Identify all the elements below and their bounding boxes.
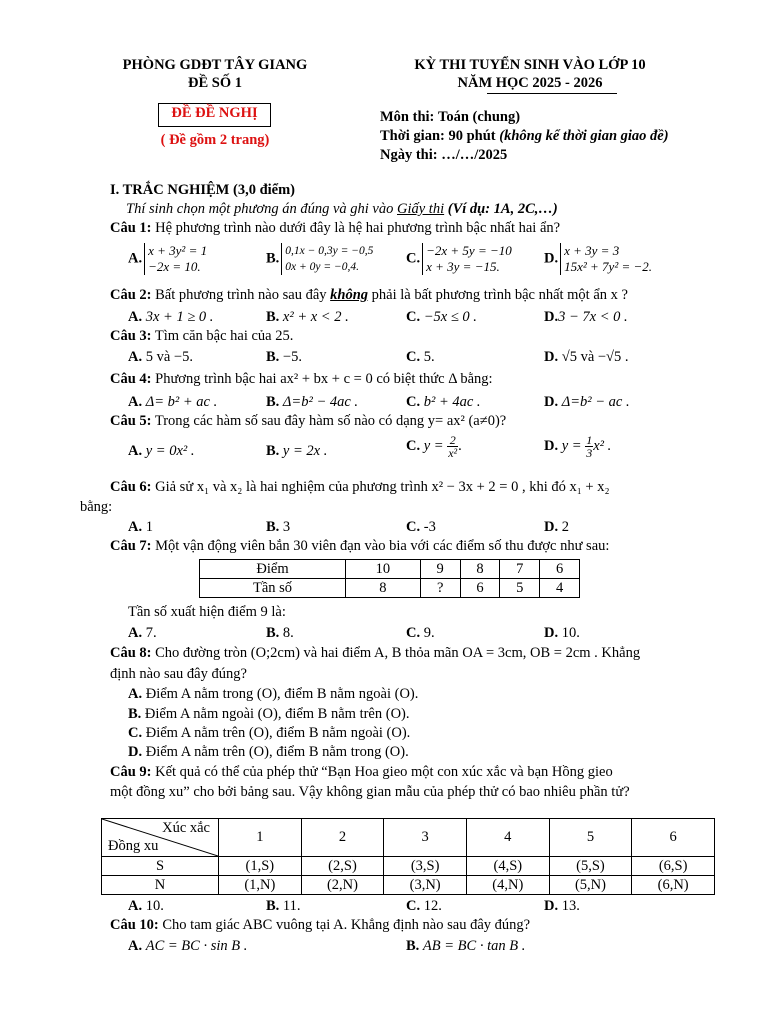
- question-2: [110, 287, 628, 304]
- question-label: Câu 7:: [110, 538, 152, 554]
- option-letter: D.: [128, 744, 143, 760]
- fraction: [447, 434, 458, 459]
- table-cell: 9: [420, 560, 460, 579]
- option-letter: D.: [544, 898, 559, 914]
- option-value: 11.: [282, 898, 301, 914]
- q9-option-b[interactable]: [266, 898, 301, 915]
- table-cell: (5,N): [549, 876, 632, 895]
- option-letter: B.: [266, 394, 280, 410]
- q7-option-a[interactable]: [128, 625, 157, 642]
- option-letter: A.: [128, 443, 143, 459]
- table-cell: 4: [540, 579, 580, 598]
- table-cell: 6: [540, 560, 580, 579]
- question-10: [110, 917, 530, 934]
- eq-line: −2x + 5y = −10: [426, 243, 512, 258]
- option-value: Δ= b² + ac .: [145, 394, 218, 410]
- corner-top-label: Xúc xắc: [162, 820, 210, 836]
- option-value: AC = BC · sin B .: [145, 938, 248, 954]
- q2-option-b[interactable]: [266, 309, 349, 326]
- table-cell: (4,N): [466, 876, 549, 895]
- option-letter: A.: [128, 250, 143, 267]
- option-value: Điểm A nằm ngoài (O), điểm B nằm trên (O).: [144, 706, 410, 722]
- system-brace: [560, 243, 652, 275]
- time-label: Thời gian:: [380, 128, 445, 144]
- option-value: √5 và −√5 .: [561, 349, 629, 365]
- corner-wrap: [102, 819, 218, 856]
- q1-option-d[interactable]: [544, 243, 652, 275]
- table-cell: S: [102, 857, 219, 876]
- question-text: Kết quả có thể của phép thử “Bạn Hoa gieo một con xúc xắc và bạn Hồng gieo: [155, 764, 613, 780]
- corner-bottom-label: Đồng xu: [108, 838, 159, 854]
- question-label: Câu 2:: [110, 287, 152, 303]
- option-value: 8.: [282, 625, 294, 641]
- option-value: 10.: [145, 898, 164, 914]
- q10-option-a[interactable]: [128, 938, 247, 955]
- instruction-underlined: Giấy thi: [397, 201, 445, 217]
- option-value: Điểm A nằm trên (O), điểm B nằm trong (O).: [145, 744, 409, 760]
- q9-option-d[interactable]: [544, 898, 580, 915]
- q4-option-b[interactable]: [266, 394, 358, 411]
- eq-line: x + 3y = 3: [564, 243, 620, 258]
- q2-option-a[interactable]: [128, 309, 213, 326]
- date-line: [380, 147, 507, 164]
- question-text: Hệ phương trình nào dưới đây là hệ hai phương trình bậc nhất hai ẩn?: [155, 220, 561, 236]
- date-value: …/…/2025: [441, 147, 508, 163]
- q4-option-c[interactable]: [406, 394, 481, 411]
- option-letter: C.: [406, 349, 421, 365]
- option-value: 1: [145, 519, 153, 535]
- option-letter: D.: [544, 437, 559, 454]
- eq-line: 0x + 0y = −0,4.: [285, 261, 360, 273]
- question-6: [110, 479, 710, 496]
- question-text: Cho đường tròn (O;2cm) và hai điểm A, B thỏa mãn OA = 3cm, OB = 2cm . Khẳng: [155, 645, 641, 661]
- option-value: y = 0x² .: [145, 443, 195, 459]
- table-cell: (3,S): [384, 857, 467, 876]
- option-letter: B.: [266, 443, 280, 459]
- q2-option-d[interactable]: [544, 309, 628, 326]
- question-9: [110, 764, 613, 781]
- table-header-cell: 4: [466, 819, 549, 857]
- instruction-example: (Ví dụ: 1A, 2C,…): [444, 201, 558, 217]
- question-label: Câu 8:: [110, 645, 152, 661]
- department-name: PHÒNG GDĐT TÂY GIANG: [122, 57, 308, 73]
- option-value: 5 và −5.: [145, 349, 193, 365]
- option-value: 2: [561, 519, 569, 535]
- q5-option-a[interactable]: [128, 443, 195, 460]
- subject-value: Toán (chung): [438, 109, 521, 125]
- eq-line: 15x² + 7y² = −2.: [564, 259, 653, 274]
- table-cell: 7: [500, 560, 540, 579]
- option-value: 9.: [423, 625, 435, 641]
- table-cell: (6,S): [632, 857, 715, 876]
- q4-option-a[interactable]: [128, 394, 217, 411]
- q6-option-b[interactable]: [266, 519, 290, 536]
- question-6-continued: bằng:: [80, 499, 113, 515]
- q1-option-c[interactable]: [406, 243, 512, 275]
- option-letter: B.: [266, 349, 280, 365]
- question-text: Một vận động viên bắn 30 viên đạn vào bia với các điểm số thu được như sau:: [155, 538, 610, 554]
- option-letter: A.: [128, 519, 143, 535]
- option-letter: A.: [128, 349, 143, 365]
- table-header-cell: 1: [219, 819, 302, 857]
- option-value: Điểm A nằm trong (O), điểm B nằm ngoài (O).: [145, 686, 419, 702]
- option-value: 3 − 7x < 0 .: [558, 309, 628, 325]
- fraction-numerator: 1: [586, 433, 593, 447]
- fraction-denominator: 3: [586, 446, 593, 460]
- section-instruction: [126, 201, 558, 218]
- option-value: Δ=b² − ac .: [561, 394, 630, 410]
- instruction-text: Thí sinh chọn một phương án đúng và ghi vào: [126, 201, 397, 217]
- q3-option-a[interactable]: [128, 349, 193, 366]
- question-8-continued: định nào sau đây đúng?: [110, 666, 247, 682]
- question-label: Câu 3:: [110, 328, 152, 344]
- table-cell: (3,N): [384, 876, 467, 895]
- question-4: [110, 371, 493, 388]
- option-letter: B.: [266, 625, 280, 641]
- question-8: [110, 645, 640, 662]
- option-value: Δ=b² − 4ac .: [282, 394, 359, 410]
- option-value: y = 2x .: [282, 443, 328, 459]
- badge-label: ĐỀ ĐỀ NGHỊ: [171, 105, 258, 121]
- question-1: [110, 220, 560, 237]
- q8-option-c[interactable]: [128, 725, 410, 742]
- table-cell: Tần số: [200, 579, 346, 598]
- option-letter: D.: [544, 250, 559, 267]
- q3-option-b[interactable]: [266, 349, 302, 366]
- sample-space-table: [101, 818, 715, 895]
- option-end: x² .: [593, 437, 612, 454]
- option-letter: B.: [266, 519, 280, 535]
- question-text: Cho tam giác ABC vuông tại A. Khẳng định nào sau đây đúng?: [162, 917, 531, 933]
- option-value: 3x + 1 ≥ 0 .: [145, 309, 214, 325]
- time-note: (không kể thời gian giao đề): [499, 128, 669, 144]
- system-brace: [422, 243, 512, 275]
- q6-option-c[interactable]: [406, 519, 436, 536]
- option-value: y =: [561, 437, 582, 454]
- question-text: Bất phương trình nào sau đây: [155, 287, 331, 303]
- q3-option-c[interactable]: [406, 349, 435, 366]
- option-letter: D.: [544, 349, 559, 365]
- option-value: 10.: [561, 625, 580, 641]
- q7-option-d[interactable]: [544, 625, 580, 642]
- question-text-end: phải là bất phương trình bậc nhất một ẩn x ?: [368, 287, 628, 303]
- option-letter: B.: [128, 706, 142, 722]
- option-letter: B.: [266, 250, 280, 267]
- q5-option-d[interactable]: [544, 434, 611, 459]
- option-letter: A.: [128, 938, 143, 954]
- option-value: 7.: [145, 625, 157, 641]
- question-label: Câu 1:: [110, 220, 152, 236]
- table-cell: ?: [420, 579, 460, 598]
- fraction-denominator: x²: [448, 446, 458, 460]
- q9-option-c[interactable]: [406, 898, 442, 915]
- q10-option-b[interactable]: [406, 938, 525, 955]
- option-value: 13.: [561, 898, 580, 914]
- q7-option-b[interactable]: [266, 625, 294, 642]
- question-label: Câu 9:: [110, 764, 152, 780]
- table-cell: 10: [346, 560, 421, 579]
- option-letter: B.: [266, 309, 280, 325]
- q8-option-d[interactable]: [128, 744, 409, 761]
- option-value: 5.: [423, 349, 435, 365]
- question-text: Giả sử x₁ và x₂ là hai nghiệm của phương trình x² − 3x + 2 = 0 , khi đó x₁ + x₂: [155, 479, 610, 495]
- q7-option-c[interactable]: [406, 625, 435, 642]
- q9-option-a[interactable]: [128, 898, 164, 915]
- eq-line: x + 3y² = 1: [148, 243, 208, 258]
- table-cell: (6,N): [632, 876, 715, 895]
- table-header-cell: 3: [384, 819, 467, 857]
- q1-option-a[interactable]: [128, 243, 207, 275]
- title-underline: [487, 93, 617, 94]
- option-letter: D.: [544, 519, 559, 535]
- q4-option-d[interactable]: [544, 394, 630, 411]
- table-cell: 5: [500, 579, 540, 598]
- option-letter: D.: [544, 394, 559, 410]
- option-value: 3: [282, 519, 291, 535]
- option-letter: A.: [128, 309, 143, 325]
- pages-note: ( Đề gồm 2 trang): [160, 132, 270, 148]
- option-letter: A.: [128, 394, 143, 410]
- school-year: NĂM HỌC 2025 - 2026: [457, 75, 603, 91]
- option-letter: D.: [544, 625, 559, 641]
- score-frequency-table: [199, 559, 580, 598]
- question-9-continued: một đồng xu” cho bởi bảng sau. Vậy không gian mẫu của phép thử có bao nhiêu phần tử?: [110, 784, 630, 800]
- question-7: [110, 538, 609, 555]
- option-value: 12.: [423, 898, 442, 914]
- question-label: Câu 6:: [110, 479, 152, 495]
- q8-option-b[interactable]: [128, 706, 410, 723]
- table-cell: (1,S): [219, 857, 302, 876]
- option-value: −5.: [282, 349, 302, 365]
- table-cell: (1,N): [219, 876, 302, 895]
- question-3: [110, 328, 293, 345]
- fraction-numerator: 2: [447, 434, 458, 447]
- option-letter: A.: [128, 625, 143, 641]
- table-cell: N: [102, 876, 219, 895]
- table-cell: (2,N): [301, 876, 384, 895]
- subject-label: Môn thi:: [380, 109, 435, 125]
- option-letter: A.: [128, 686, 143, 702]
- table-header-cell: 2: [301, 819, 384, 857]
- table-cell: (5,S): [549, 857, 632, 876]
- option-letter: D.: [544, 309, 559, 325]
- option-letter: C.: [128, 725, 143, 741]
- table-corner-cell: [102, 819, 219, 857]
- q6-option-d[interactable]: [544, 519, 569, 536]
- eq-line: x + 3y = −15.: [426, 259, 500, 274]
- option-letter: C.: [406, 519, 421, 535]
- question-text: Trong các hàm số sau đây hàm số nào có dạng y= ax² (a≠0)?: [154, 413, 507, 429]
- question-text: Phương trình bậc hai ax² + bx + c = 0 có biệt thức Δ bằng:: [155, 371, 493, 387]
- table-cell: 8: [460, 560, 500, 579]
- option-value: -3: [423, 519, 436, 535]
- date-label: Ngày thi:: [380, 147, 438, 163]
- option-value: y =: [423, 437, 444, 454]
- q3-option-d[interactable]: [544, 349, 629, 366]
- table-cell: Điểm: [200, 560, 346, 579]
- table-cell: 8: [346, 579, 421, 598]
- option-letter: B.: [406, 938, 420, 954]
- q8-option-a[interactable]: [128, 686, 418, 703]
- option-letter: C.: [406, 309, 421, 325]
- eq-line: −2x = 10.: [148, 259, 201, 274]
- question-text: Tìm căn bậc hai của 25.: [154, 328, 294, 344]
- time-line: [380, 128, 669, 145]
- eq-line: 0,1x − 0,3y = −0,5: [285, 245, 374, 257]
- option-letter: B.: [266, 898, 280, 914]
- option-value: Điểm A nằm trên (O), điểm B nằm ngoài (O).: [145, 725, 411, 741]
- option-end: .: [458, 437, 462, 454]
- table-cell: (4,S): [466, 857, 549, 876]
- option-letter: A.: [128, 898, 143, 914]
- question-7-prompt: Tần số xuất hiện điểm 9 là:: [128, 604, 286, 620]
- question-label: Câu 4:: [110, 371, 152, 387]
- q2-option-c[interactable]: [406, 309, 477, 326]
- option-value: −5x ≤ 0 .: [423, 309, 477, 325]
- option-letter: C.: [406, 394, 421, 410]
- option-letter: C.: [406, 625, 421, 641]
- option-letter: C.: [406, 898, 421, 914]
- table-cell: (2,S): [301, 857, 384, 876]
- system-brace: [281, 243, 373, 275]
- question-emphasis: không: [330, 287, 369, 303]
- q5-option-b[interactable]: [266, 443, 327, 460]
- section-title: I. TRẮC NGHIỆM (3,0 điểm): [110, 182, 296, 198]
- option-value: b² + 4ac .: [423, 394, 481, 410]
- table-header-cell: 6: [632, 819, 715, 857]
- table-cell: 6: [460, 579, 500, 598]
- time-value: 90 phút: [448, 128, 496, 144]
- q5-option-c[interactable]: [406, 434, 462, 459]
- question-5: [110, 413, 506, 430]
- system-brace: [144, 243, 207, 275]
- option-value: x² + x < 2 .: [282, 309, 349, 325]
- exam-number: ĐỀ SỐ 1: [188, 75, 242, 91]
- question-label: Câu 10:: [110, 917, 159, 933]
- option-letter: C.: [406, 437, 421, 454]
- question-label: Câu 5:: [110, 413, 152, 429]
- q1-option-b[interactable]: [266, 243, 373, 275]
- q6-option-a[interactable]: [128, 519, 153, 536]
- subject-line: [380, 109, 520, 126]
- exam-title: KỲ THI TUYỂN SINH VÀO LỚP 10: [414, 57, 646, 73]
- option-letter: C.: [406, 250, 421, 267]
- table-header-cell: 5: [549, 819, 632, 857]
- option-value: AB = BC · tan B .: [422, 938, 526, 954]
